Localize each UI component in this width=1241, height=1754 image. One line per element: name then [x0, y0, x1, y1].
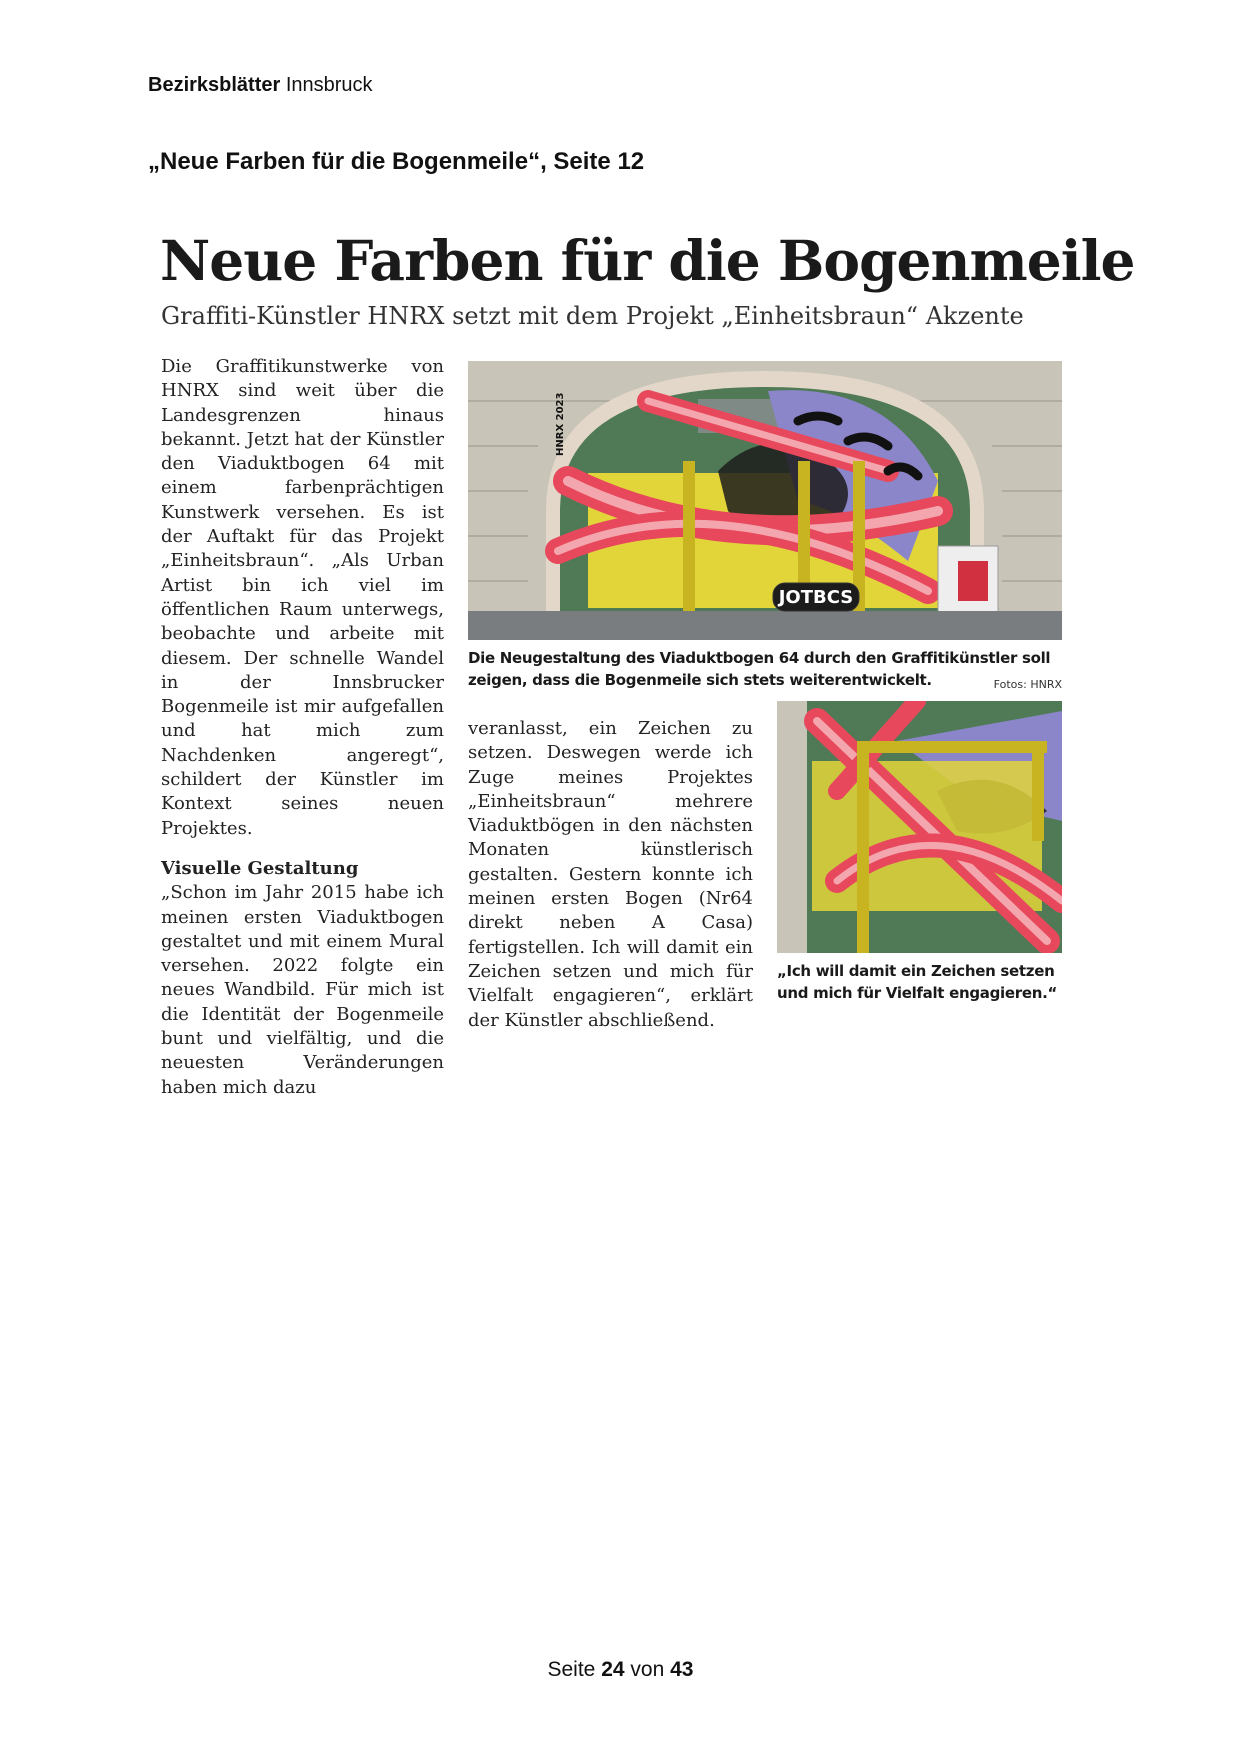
mural-photo-detail [777, 701, 1062, 953]
article-headline: Neue Farben für die Bogenmeile [160, 228, 1135, 293]
article-column-1 [161, 355, 444, 1100]
page-total: 43 [670, 1658, 694, 1681]
article-subheadline: Graffiti-Künstler HNRX setzt mit dem Projekt „Einheitsbraun“ Akzente [161, 302, 1024, 330]
photo-caption-quote: „Ich will damit ein Zeichen setzen und mich für Vielfalt engagieren.“ [777, 962, 1058, 1002]
mural-tag-text: JOTBCS [778, 587, 854, 608]
page-current: 24 [601, 1658, 625, 1681]
publication-region: Innsbruck [285, 74, 373, 96]
article-paragraph: Die Graffitikunstwerke von HNRX sind weit über die Landesgrenzen hinaus bekannt. Jetzt hat der Künstler den Viaduktbogen 64 mit einem farbenprächtigen Kunstwerk versehen. Es ist der Auftakt für das Projekt „Einheitsbraun“. „Als Urban Artist bin ich viel im öffentlichen Raum unterwegs, beobachte und arbeite mit diesem. Der schnelle Wandel in der Innsbrucker Bogenmeile ist mir aufgefallen und hat mich zum Nachdenken angeregt“, schildert der Künstler im Kontext seines neuen Projektes. [161, 356, 444, 839]
article-column-2 [468, 717, 753, 1033]
article-reference: „Neue Farben für die Bogenmeile“, Seite 12 [148, 148, 645, 175]
article-paragraph: veranlasst, ein Zeichen zu setzen. Deswegen werde ich Zuge meines Projektes „Einheitsbraun“ mehrere Viaduktbögen in den nächsten Monaten künstlerisch gestalten. Gestern konnte ich meinen ersten Bogen (Nr64 direkt neben A Casa) fertigstellen. Ich will damit ein Zeichen setzen und mich für Vielfalt engagieren“, erklärt der Künstler abschließend. [468, 718, 753, 1031]
page-footer [0, 1658, 1241, 1682]
article-paragraph: „Schon im Jahr 2015 habe ich meinen ersten Viaduktbogen gestaltet und mit einem Mural versehen. 2022 folgte ein neues Wandbild. Für mich ist die Identität der Bogenmeile bunt und vielfältig, und die neuesten Veränderungen haben mich dazu [161, 882, 444, 1098]
photo-credit: Fotos: HNRX [993, 678, 1062, 691]
publication-header [148, 74, 373, 97]
mural-signature-text: HNRX 2023 [555, 392, 566, 456]
publication-name: Bezirksblätter [148, 74, 281, 96]
mural-photo-main [468, 361, 1062, 640]
page-of-label: von [630, 1658, 665, 1681]
section-heading: Visuelle Gestaltung [161, 857, 359, 879]
photo-caption-main [468, 647, 1062, 691]
photo-caption-text: Die Neugestaltung des Viaduktbogen 64 durch den Graffitikünstler soll zeigen, dass die Bogenmeile sich stets weiterentwickelt. [468, 649, 1051, 689]
page-label: Seite [547, 1658, 596, 1681]
